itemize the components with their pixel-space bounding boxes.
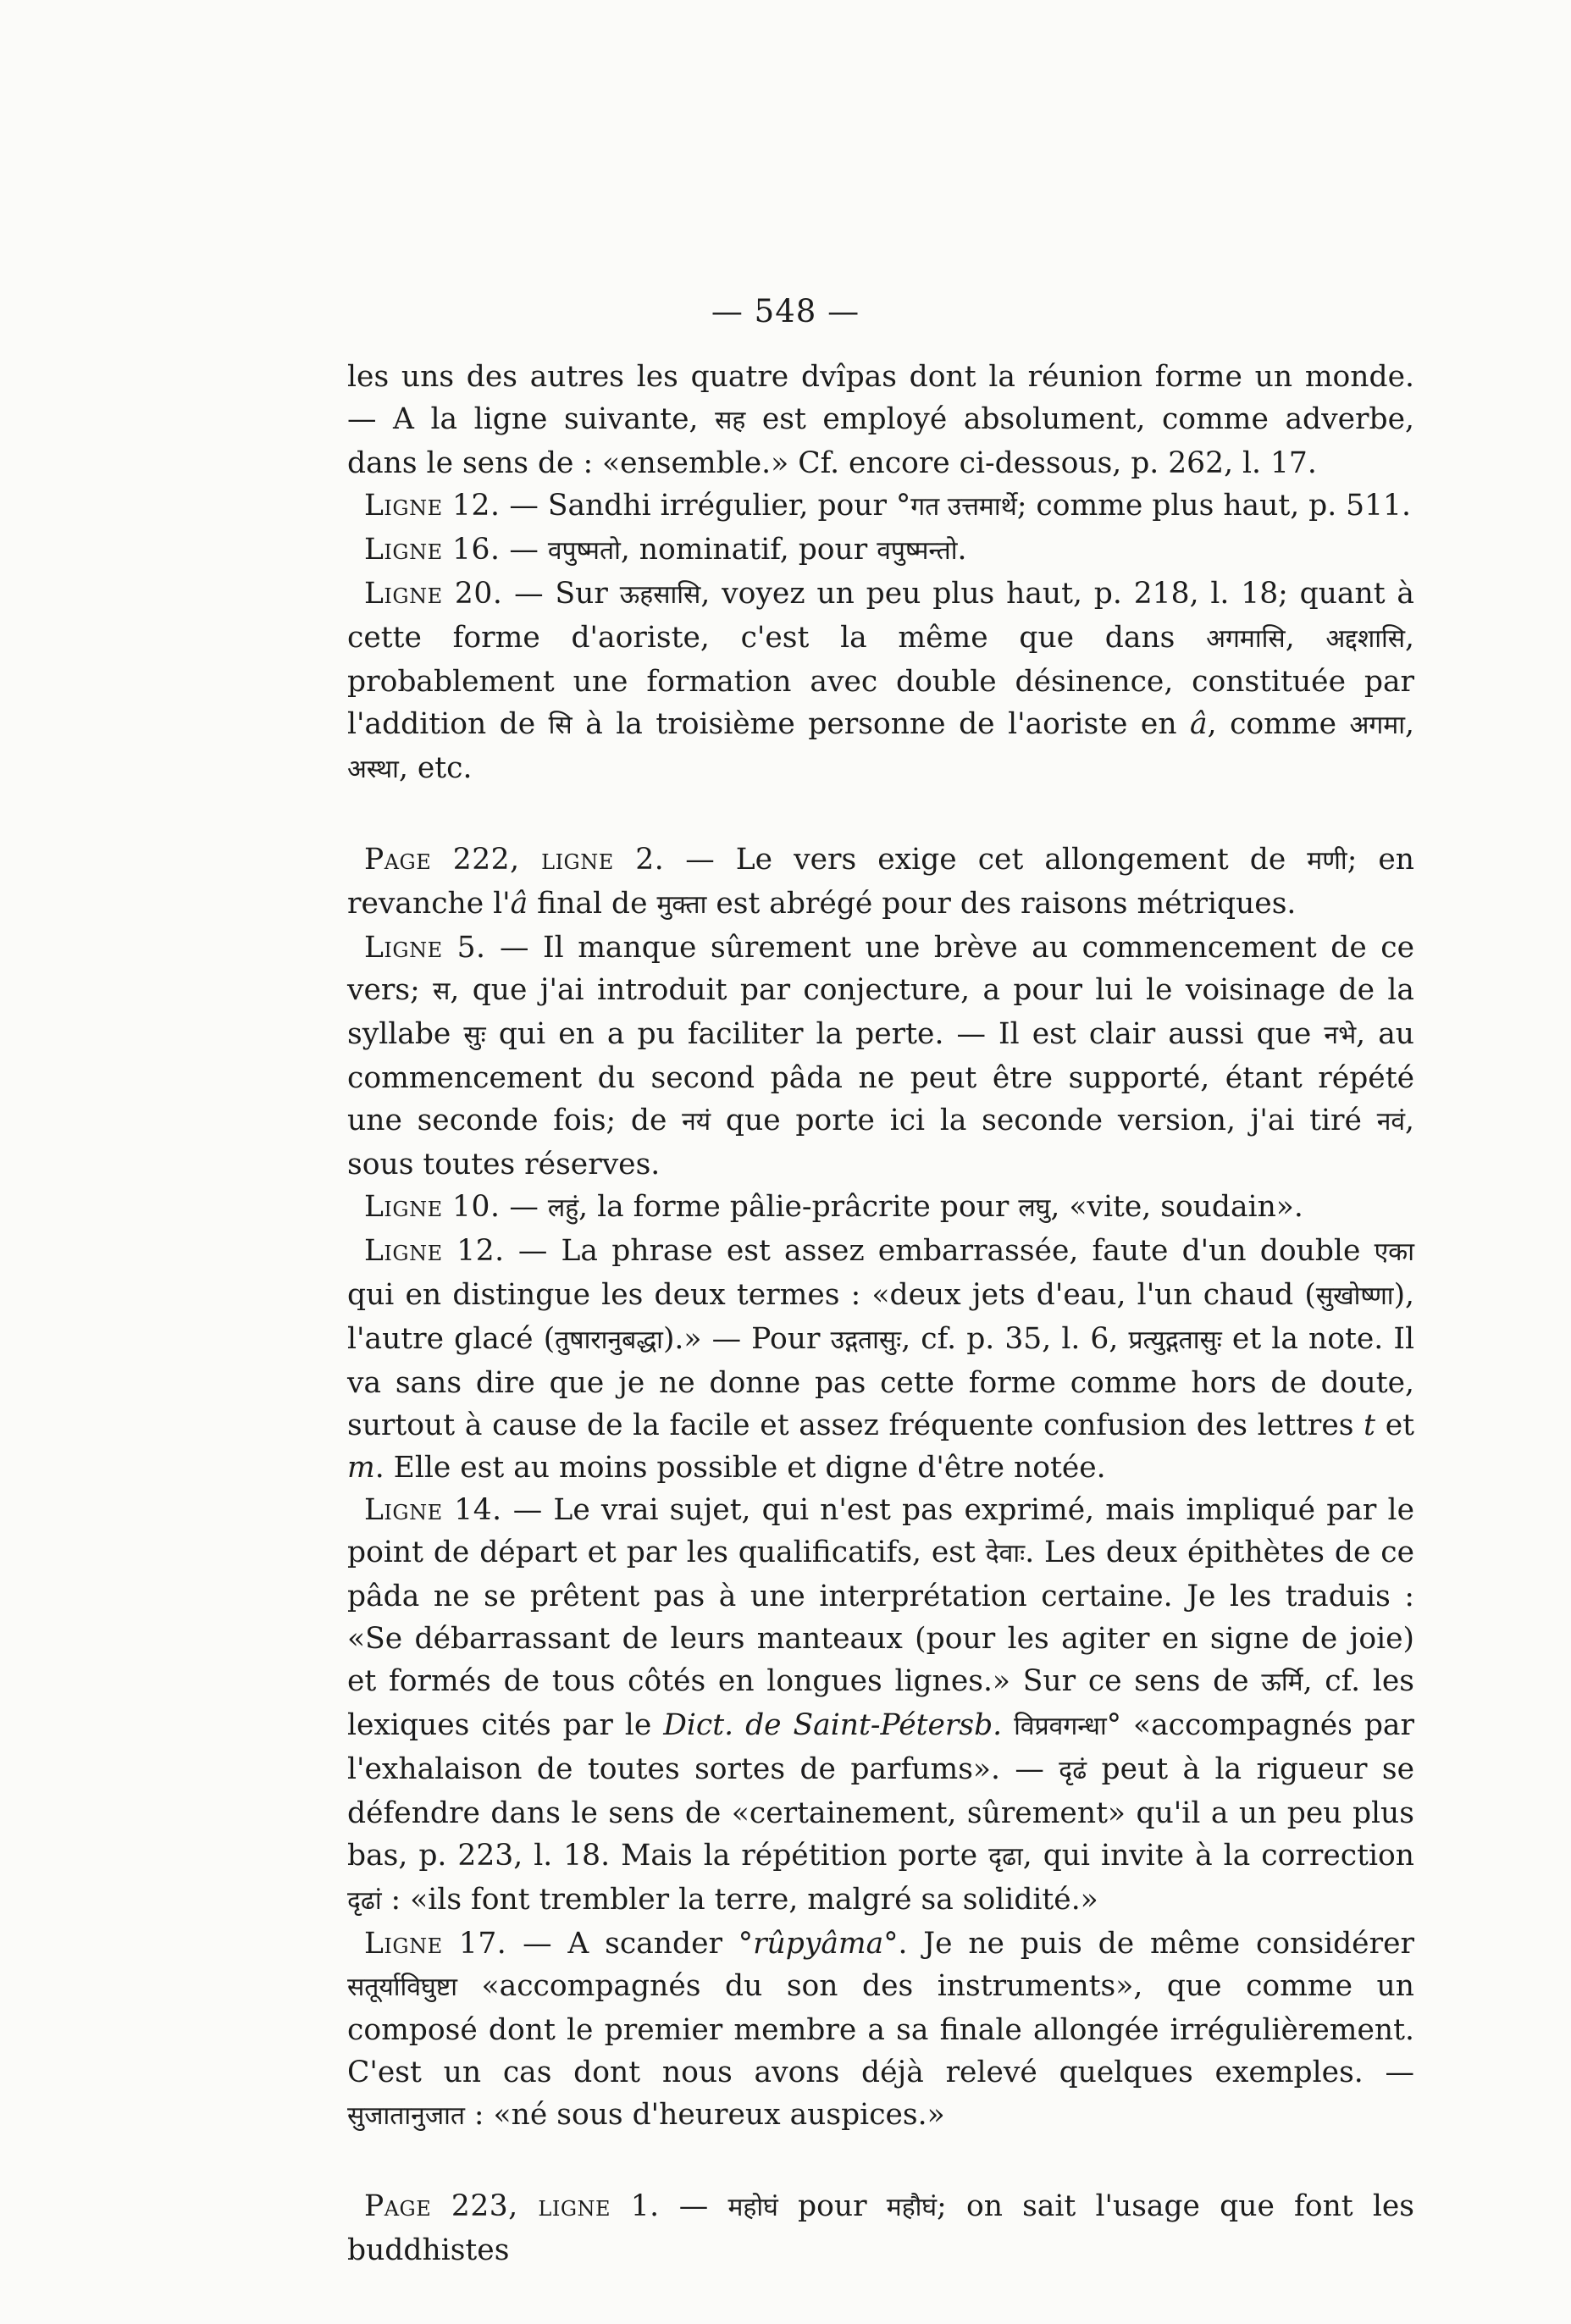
text-run: . bbox=[957, 533, 967, 567]
text-run: , bbox=[1285, 621, 1326, 655]
text-run: et la note. Il va sans dire que je ne donne pas cette forme comme hors de doute, surtout à cause de la facile et assez fréquente confusion des lettres bbox=[347, 1322, 1414, 1442]
paragraph-ligne-20 bbox=[347, 573, 1414, 791]
text-run: , voyez un peu plus haut, p. 218, l. 18; quant à cette forme d'aoriste, c'est la même que dans bbox=[347, 577, 1415, 655]
devanagari-term: महौघं bbox=[886, 2193, 938, 2222]
text-run: — Le vers exige cet allongement de bbox=[664, 843, 1308, 877]
text-run: , etc. bbox=[398, 751, 473, 785]
devanagari-term: ऊर्मि bbox=[1261, 1668, 1303, 1697]
devanagari-term: दृढं bbox=[1059, 1756, 1087, 1785]
italic-text: Dict. de Saint-Pétersb. bbox=[663, 1708, 1003, 1742]
text-run: , qui invite à la correction bbox=[1022, 1839, 1414, 1873]
devanagari-term: अगमा bbox=[1349, 711, 1406, 740]
devanagari-term: सुखोष्णा bbox=[1315, 1281, 1394, 1311]
text-run: ; on sait l'usage que font les buddhistes bbox=[347, 2189, 1414, 2267]
devanagari-term: उद्गतासुः bbox=[830, 1325, 902, 1355]
text-run: — Il manque sûrement une brève au commencement de ce vers; bbox=[347, 931, 1414, 1007]
devanagari-term: एका bbox=[1374, 1237, 1414, 1267]
text-run: , cf. les lexiques cités par le bbox=[347, 1664, 1414, 1742]
devanagari-term: सुः bbox=[463, 1021, 486, 1050]
italic-text: rûpyâma bbox=[753, 1927, 884, 1961]
devanagari-term: प्रत्युद्गतासुः bbox=[1128, 1325, 1222, 1355]
text-run: que porte ici la seconde version, j'ai tiré bbox=[711, 1104, 1377, 1137]
text-run: , cf. p. 35, l. 6, bbox=[901, 1322, 1129, 1356]
text-run: , probablement une formation avec double désinence, constituée par l'addition de bbox=[347, 621, 1415, 741]
paragraph-ligne-10 bbox=[347, 1186, 1414, 1230]
text-run: qui en distingue les deux termes : «deux jets d'eau, l'un chaud ( bbox=[347, 1278, 1316, 1312]
line-reference: Ligne 16. bbox=[364, 533, 501, 567]
devanagari-term: स bbox=[433, 977, 451, 1006]
text-run: pour bbox=[777, 2189, 887, 2223]
text-run: : «ils font trembler la terre, malgré sa solidité.» bbox=[381, 1883, 1098, 1917]
devanagari-term: नवं bbox=[1376, 1107, 1406, 1137]
text-run: . Les deux épithètes de ce pâda ne se prêtent pas à une interprétation certaine. Je les traduis : «Se débarrassant de leurs manteaux (pour les agiter en signe de joie) et formés de tous côtés en longues lignes.» Sur ce sens de bbox=[347, 1536, 1414, 1698]
text-run: ; en revanche l' bbox=[347, 843, 1414, 921]
paragraph-ligne-14 bbox=[347, 1489, 1414, 1923]
devanagari-term: दृढा bbox=[988, 1842, 1023, 1872]
text-run: ).» — Pour bbox=[662, 1322, 831, 1356]
text-run: , nominatif, pour bbox=[620, 533, 877, 567]
text-run: — Sur bbox=[502, 577, 620, 611]
text-run: , comme bbox=[1207, 707, 1350, 741]
line-reference: Ligne 14. bbox=[364, 1493, 502, 1527]
devanagari-term: सह bbox=[715, 406, 746, 435]
devanagari-term: सि bbox=[548, 711, 573, 740]
devanagari-term: नयं bbox=[682, 1107, 711, 1137]
line-reference: Ligne 12. bbox=[364, 489, 501, 523]
text-run: , au commencement du second pâda ne peut être supporté, étant répété une seconde fois; de bbox=[347, 1017, 1414, 1137]
text-run: peut à la rigueur se défendre dans le sens de «certainement, sûrement» qu'il a un peu plus bas, p. 223, l. 18. Mais la répétition porte bbox=[347, 1752, 1415, 1873]
text-run: ; comme plus haut, p. 511. bbox=[1016, 489, 1411, 523]
line-reference: Ligne 17. bbox=[364, 1927, 507, 1961]
paragraph-ligne-16 bbox=[347, 528, 1414, 573]
text-run: — bbox=[500, 1190, 548, 1224]
devanagari-term: वपुष्मन्तो bbox=[877, 536, 958, 566]
paragraph-ligne-5 bbox=[347, 927, 1414, 1186]
devanagari-term: गत उत्तमार्थे bbox=[910, 492, 1017, 522]
paragraph-page-223-ligne-1 bbox=[347, 2185, 1414, 2271]
text-run: ° «accompagnés par l'exhalaison de toutes sortes de parfums». — bbox=[347, 1708, 1414, 1786]
paragraph-ligne-12a bbox=[347, 484, 1414, 528]
devanagari-term: नभे bbox=[1324, 1021, 1357, 1050]
line-reference: Ligne 20. bbox=[364, 577, 503, 611]
page-number: — 548 — bbox=[711, 293, 860, 329]
line-reference: Page 222, ligne 2. bbox=[364, 843, 665, 877]
text-run: — Sandhi irrégulier, pour ° bbox=[500, 489, 911, 523]
text-run: ), l'autre glacé ( bbox=[347, 1278, 1414, 1356]
devanagari-term: वपुष्मतो bbox=[547, 536, 621, 566]
text-run: . Elle est au moins possible et digne d'être notée. bbox=[374, 1451, 1106, 1485]
line-reference: Ligne 10. bbox=[364, 1190, 501, 1224]
devanagari-term: अद्दशासि bbox=[1325, 624, 1406, 654]
text-run: et bbox=[1375, 1408, 1414, 1442]
text-run: final de bbox=[528, 887, 657, 921]
italic-text: â bbox=[510, 887, 528, 921]
paragraph-ligne-17 bbox=[347, 1923, 1414, 2138]
line-reference: Ligne 12. bbox=[364, 1234, 505, 1268]
text-run: — Le vrai sujet, qui n'est pas exprimé, mais impliqué par le point de départ et par les qualificatifs, est bbox=[347, 1493, 1414, 1569]
italic-text: â bbox=[1190, 707, 1208, 741]
paragraph-ligne-12b bbox=[347, 1230, 1414, 1489]
devanagari-term: ऊहसासि bbox=[619, 580, 701, 610]
paragraph-page-222-ligne-2 bbox=[347, 838, 1414, 927]
text-run: , que j'ai introduit par conjecture, a pour lui le voisinage de la syllabe bbox=[347, 973, 1415, 1051]
italic-text: t bbox=[1364, 1408, 1376, 1442]
text-run: — A scander ° bbox=[506, 1927, 754, 1961]
text-run: — La phrase est assez embarrassée, faute d'un double bbox=[504, 1234, 1375, 1268]
paragraph-intro bbox=[347, 356, 1414, 484]
text-run: °. Je ne puis de même considérer bbox=[883, 1927, 1415, 1961]
devanagari-term: मुक्ता bbox=[656, 890, 707, 920]
text-run: , «vite, soudain». bbox=[1050, 1190, 1303, 1224]
text-run: , bbox=[1405, 707, 1414, 741]
text-run: — bbox=[500, 533, 548, 567]
text-run: : «né sous d'heureux auspices.» bbox=[464, 2098, 945, 2132]
text-run: à la troisième personne de l'aoriste en bbox=[572, 707, 1191, 741]
devanagari-term: मणी bbox=[1307, 846, 1347, 876]
text-run: — bbox=[659, 2189, 728, 2223]
text-run: qui en a pu faciliter la perte. — Il est clair aussi que bbox=[485, 1017, 1325, 1051]
text-run: est abrégé pour des raisons métriques. bbox=[706, 887, 1297, 921]
text-run: , sous toutes réserves. bbox=[347, 1104, 1414, 1181]
text-run bbox=[1002, 1708, 1014, 1742]
devanagari-term: तुषारानुबद्धा bbox=[555, 1325, 663, 1355]
devanagari-term: देवाः bbox=[985, 1539, 1026, 1569]
devanagari-term: अगमासि bbox=[1206, 624, 1286, 654]
devanagari-term: सतूर्याविघुष्टा bbox=[347, 1973, 458, 2002]
text-run: est employé absolument, comme adverbe, dans le sens de : «ensemble.» Cf. encore ci-dessous, p. 262, l. 17. bbox=[347, 402, 1414, 480]
devanagari-term: दृढां bbox=[347, 1886, 382, 1916]
text-run: les uns des autres les quatre dvîpas dont la réunion forme un monde. — A la ligne suivante, bbox=[347, 360, 1414, 436]
line-reference: Ligne 5. bbox=[364, 931, 486, 965]
text-run: «accompagnés du son des instruments», que comme un composé dont le premier membre a sa finale allongée irrégulièrement. C'est un cas dont nous avons déjà relevé quelques exemples. — bbox=[347, 1969, 1414, 2089]
devanagari-term: महोघं bbox=[727, 2193, 778, 2222]
devanagari-term: अस्था bbox=[347, 755, 399, 784]
line-reference: Page 223, ligne 1. bbox=[364, 2189, 660, 2223]
main-text bbox=[347, 356, 1414, 2271]
devanagari-term: सुजातानुजात bbox=[347, 2101, 465, 2131]
devanagari-term: विप्रवगन्धा bbox=[1014, 1712, 1107, 1741]
devanagari-term: लघु bbox=[1018, 1193, 1051, 1223]
devanagari-term: लहुं bbox=[547, 1193, 579, 1223]
italic-text: m bbox=[347, 1451, 375, 1485]
text-run: , la forme pâlie-prâcrite pour bbox=[578, 1190, 1019, 1224]
